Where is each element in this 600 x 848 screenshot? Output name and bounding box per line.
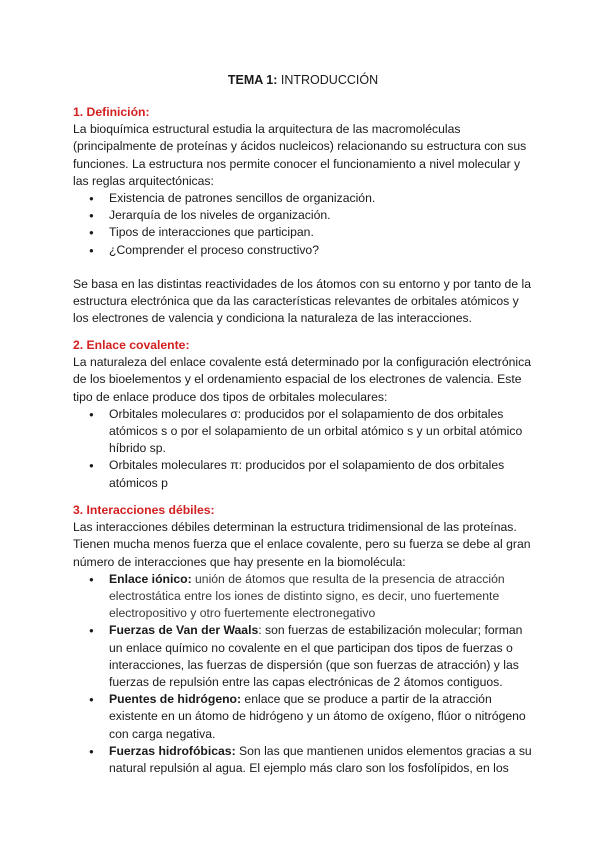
page-title bbox=[73, 72, 533, 88]
list-item bbox=[73, 743, 533, 777]
bullet-list bbox=[73, 190, 533, 259]
definition: enlace que se produce a partir de la atracción existente en un átomo de hidrógeno y un átomo de oxígeno, flúor o nitrógeno con carga negativa. bbox=[109, 692, 526, 741]
list-item: ● Orbitales moleculares σ: producidos por el solapamiento de dos orbitales atómicos s o por el solapamiento de un orbital atómico s y un orbital atómico híbrido sp. bbox=[73, 406, 533, 458]
definition: unión de átomos que resulta de la presencia de atracción electrostática entre los iones de distinto signo, es decir, uno fuertemente electropositivo y otro fuertemente electronegativo bbox=[109, 571, 505, 621]
paragraph: La naturaleza del enlace covalente está determinado por la configuración electrónica de los bioelementos y el ordenamiento espacial de los electrones de valencia. Este tipo de enlace produce dos tipos de orbitales moleculares: bbox=[73, 355, 532, 404]
term: Fuerzas hidrofóbicas: bbox=[109, 743, 236, 758]
paragraph: La bioquímica estructural estudia la arquitectura de las macromoléculas (principalmente de proteínas y ácidos nucleicos) relacionando su estructura con sus funciones. La estructura nos permite conocer el funcionamiento a nivel molecular y las reglas arquitectónicas: bbox=[73, 122, 527, 188]
section-interacciones-debiles bbox=[73, 502, 533, 777]
list-item: ● Orbitales moleculares π: producidos por el solapamiento de dos orbitales atómicos p bbox=[73, 457, 533, 491]
definition: Son las que mantienen unidos elementos gracias a su natural repulsión al agua. El ejemplo más claro son los fosfolípidos, en los bbox=[109, 743, 532, 776]
paragraph: Se basa en las distintas reactividades de los átomos con su entorno y por tanto de la estructura electrónica que da las características relevantes de orbitales atómicos y los electrones de valencia y condiciona la naturaleza de las interacciones. bbox=[73, 276, 531, 326]
title-rest: INTRODUCCIÓN bbox=[277, 73, 379, 87]
term: Enlace iónico: bbox=[109, 571, 192, 586]
section-heading: 3. Interacciones débiles: bbox=[73, 503, 215, 517]
paragraph: Las interacciones débiles determinan la estructura tridimensional de las proteínas. Tienen mucha menos fuerza que el enlace covalente, pero su fuerza se debe al gran número de interacciones que hay presente en la biomolécula: bbox=[73, 520, 531, 569]
title-bold: TEMA 1: bbox=[227, 73, 278, 87]
list-item: ● Existencia de patrones sencillos de organización. bbox=[73, 190, 533, 207]
list-item bbox=[73, 571, 533, 623]
bullet-list bbox=[73, 571, 533, 777]
term: Fuerzas de Van der Waals bbox=[109, 623, 259, 638]
bullet-list bbox=[73, 406, 533, 492]
section-definicion bbox=[73, 104, 533, 327]
list-item bbox=[73, 691, 533, 743]
section-heading: 1. Definición: bbox=[73, 105, 150, 119]
definition: : son fuerzas de estabilización molecular; forman un enlace químico no covalente en el que participan dos tipos de fuerzas o interacciones, las fuerzas de dispersión (que son fuerzas de atracción) y las fuerzas de repulsión entre las capas electrónicas de 2 átomos contiguos. bbox=[109, 623, 523, 690]
list-item bbox=[73, 622, 533, 691]
section-heading: 2. Enlace covalente: bbox=[73, 338, 190, 352]
list-item: ● Jerarquía de los niveles de organización. bbox=[73, 207, 533, 224]
list-item: ● ¿Comprender el proceso constructivo? bbox=[73, 242, 533, 259]
term: Puentes de hidrógeno: bbox=[109, 692, 242, 707]
list-item: ● Tipos de interacciones que participan. bbox=[73, 224, 533, 241]
section-enlace-covalente bbox=[73, 337, 533, 492]
